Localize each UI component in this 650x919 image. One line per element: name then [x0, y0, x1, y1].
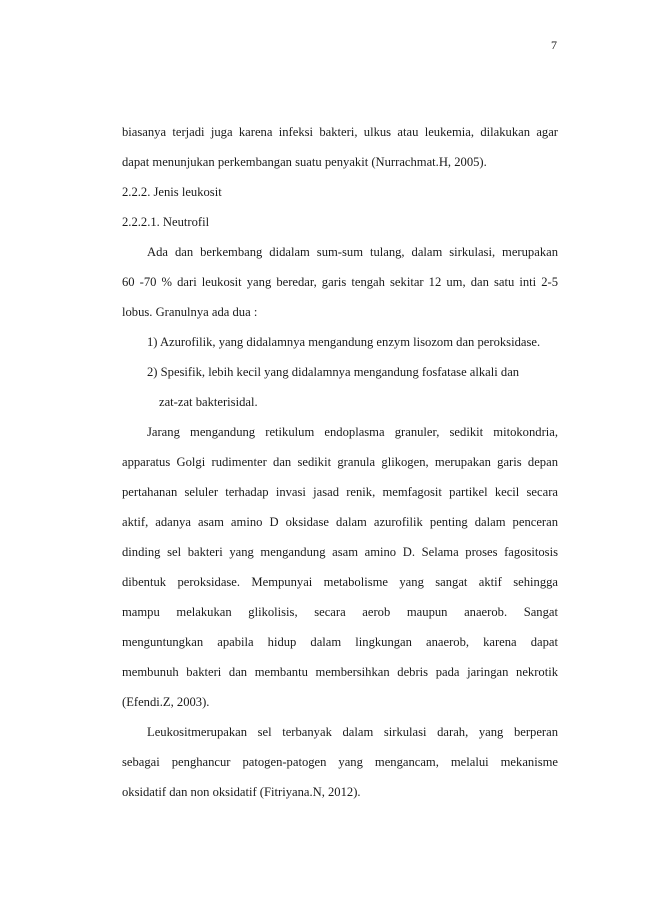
text-line: oksidatif dan non oksidatif (Fitriyana.N, 2012). [122, 785, 361, 799]
text-line: (Efendi.Z, 2003). [122, 695, 210, 709]
text-line: 1) Azurofilik, yang didalamnya mengandung enzym lisozom dan peroksidase. [147, 335, 541, 349]
text-line: biasanya terjadi juga karena infeksi bakteri, ulkus atau leukemia, dilakukan agar [122, 125, 558, 139]
text-line: membunuh bakteri dan membantu membersihkan debris pada jaringan nekrotik [122, 665, 558, 679]
text-line: Ada dan berkembang didalam sum-sum tulang, dalam sirkulasi, merupakan [147, 245, 558, 259]
text-line: 2.2.2. Jenis leukosit [122, 185, 222, 199]
text-line: apparatus Golgi rudimenter dan sedikit granula glikogen, merupakan garis depan [122, 455, 558, 469]
text-line: sebagai penghancur patogen-patogen yang mengancam, melalui mekanisme [122, 755, 558, 769]
text-line: dinding sel bakteri yang mengandung asam amino D. Selama proses fagositosis [122, 545, 558, 559]
text-line: pertahanan seluler terhadap invasi jasad renik, memfagosit partikel kecil secara [122, 485, 558, 499]
text-line: zat-zat bakterisidal. [159, 395, 258, 409]
text-line: mampu melakukan glikolisis, secara aerob maupun anaerob. Sangat [122, 605, 558, 619]
text-line: Leukositmerupakan sel terbanyak dalam sirkulasi darah, yang berperan [147, 725, 558, 739]
document-body [122, 122, 558, 812]
text-line: 60 -70 % dari leukosit yang beredar, garis tengah sekitar 12 um, dan satu inti 2-5 [122, 275, 558, 289]
page-number: 7 [551, 38, 557, 52]
text-line: aktif, adanya asam amino D oksidase dalam azurofilik penting dalam penceran [122, 515, 558, 529]
text-line: dibentuk peroksidase. Mempunyai metabolisme yang sangat aktif sehingga [122, 575, 558, 589]
text-line: 2) Spesifik, lebih kecil yang didalamnya mengandung fosfatase alkali dan [147, 365, 520, 379]
text-line: menguntungkan apabila hidup dalam lingkungan anaerob, karena dapat [122, 635, 558, 649]
text-line: Jarang mengandung retikulum endoplasma granuler, sedikit mitokondria, [147, 425, 558, 439]
text-line: dapat menunjukan perkembangan suatu penyakit (Nurrachmat.H, 2005). [122, 155, 487, 169]
text-line: lobus. Granulnya ada dua : [122, 305, 258, 319]
text-line: 2.2.2.1. Neutrofil [122, 215, 210, 229]
